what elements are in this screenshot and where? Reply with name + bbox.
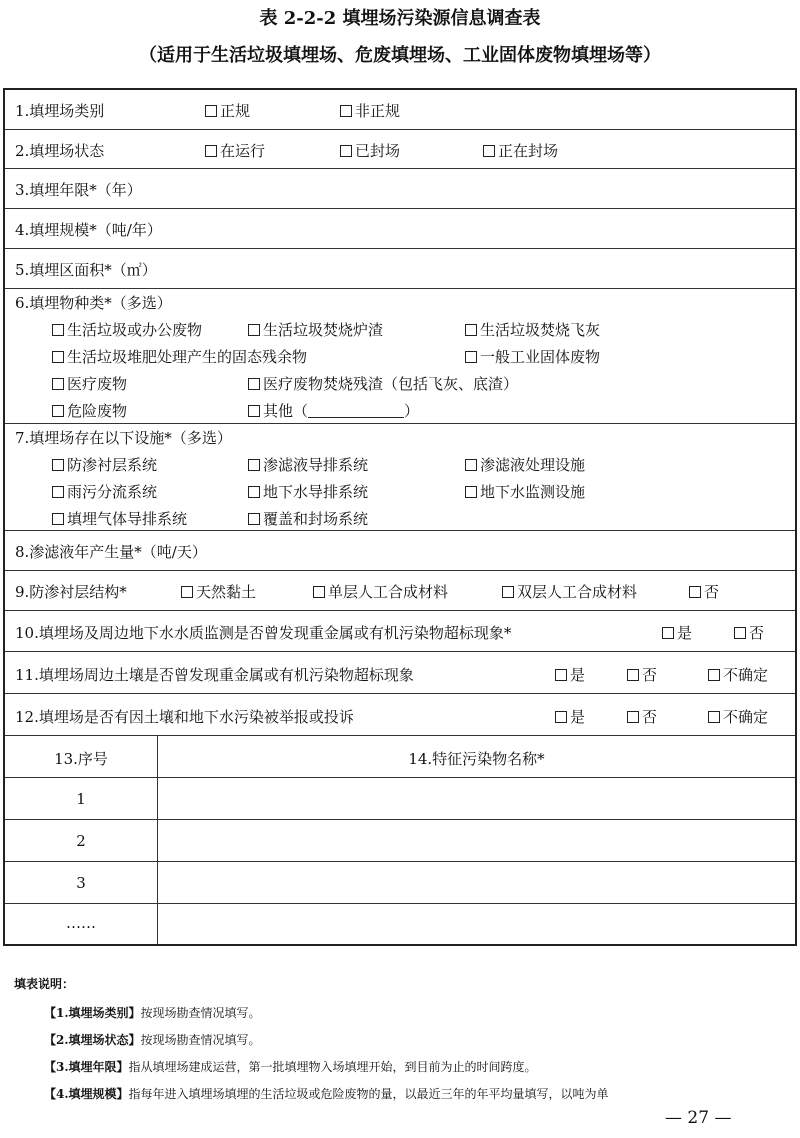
option-compost-residue[interactable]: 生活垃圾堆肥处理产生的固态残余物: [52, 346, 307, 367]
checkbox-icon[interactable]: [248, 405, 260, 417]
row-label: 6.填埋物种类*（多选）: [15, 294, 172, 312]
col-header-seq: 13.序号: [54, 750, 108, 768]
checkbox-icon[interactable]: [483, 145, 495, 157]
option-liner-system[interactable]: 防渗衬层系统: [52, 454, 157, 475]
option-leachate-drainage[interactable]: 渗滤液导排系统: [248, 454, 368, 475]
checkbox-icon[interactable]: [465, 459, 477, 471]
table-row: [5, 778, 795, 820]
checkbox-icon[interactable]: [555, 669, 567, 681]
checkbox-icon[interactable]: [502, 586, 514, 598]
pollutant-name-cell[interactable]: [158, 820, 795, 861]
row-label: 9.防渗衬层结构*: [15, 583, 127, 601]
row-label: 8.渗滤液年产生量*（吨/天）: [15, 543, 207, 561]
checkbox-icon[interactable]: [340, 145, 352, 157]
option-uncertain[interactable]: 不确定: [708, 706, 768, 727]
row-landfill-status: [5, 130, 795, 169]
seq-cell: 1: [76, 790, 86, 808]
row-facilities: [5, 424, 795, 531]
form-subtitle: （适用于生活垃圾填埋场、危废填埋场、工业固体废物填埋场等）: [139, 45, 661, 66]
option-single-synthetic[interactable]: 单层人工合成材料: [313, 581, 448, 602]
instruction-item: 【3.填埋年限】指从填埋场建成运营，第一批填埋物入场填埋开始，到目前为止的时间跨度。: [44, 1060, 537, 1074]
option-no[interactable]: 否: [627, 664, 657, 685]
checkbox-icon[interactable]: [52, 324, 64, 336]
checkbox-icon[interactable]: [465, 351, 477, 363]
checkbox-icon[interactable]: [662, 627, 674, 639]
row-landfill-category: [5, 90, 795, 130]
option-natural-clay[interactable]: 天然黏土: [181, 581, 256, 602]
option-leachate-treatment[interactable]: 渗滤液处理设施: [465, 454, 585, 475]
option-rain-sewage-separation[interactable]: 雨污分流系统: [52, 481, 157, 502]
checkbox-icon[interactable]: [248, 459, 260, 471]
survey-form: [3, 88, 797, 946]
option-incineration-fly-ash[interactable]: 生活垃圾焚烧飞灰: [465, 319, 600, 340]
instruction-item: 【2.填埋场状态】按现场勘查情况填写。: [44, 1033, 261, 1047]
row-label: 1.填埋场类别: [15, 102, 105, 120]
checkbox-icon[interactable]: [248, 486, 260, 498]
row-soil-exceedance: [5, 652, 795, 694]
checkbox-icon[interactable]: [205, 145, 217, 157]
row-label: 5.填埋区面积*（㎡）: [15, 261, 157, 279]
row-label: 11.填埋场周边土壤是否曾发现重金属或有机污染物超标现象: [15, 666, 414, 684]
instruction-item: 【4.填埋规模】指每年进入填埋场填埋的生活垃圾或危险废物的量，以最近三年的年平均量填写，以吨为单: [44, 1087, 609, 1101]
row-leachate-volume[interactable]: [5, 531, 795, 571]
row-landfill-area[interactable]: [5, 249, 795, 289]
option-no[interactable]: 否: [734, 622, 764, 643]
checkbox-icon[interactable]: [465, 324, 477, 336]
row-groundwater-exceedance: [5, 611, 795, 652]
other-blank-input[interactable]: [308, 404, 404, 418]
checkbox-icon[interactable]: [627, 711, 639, 723]
checkbox-icon[interactable]: [52, 513, 64, 525]
option-yes[interactable]: 是: [555, 664, 585, 685]
checkbox-icon[interactable]: [52, 405, 64, 417]
checkbox-icon[interactable]: [340, 105, 352, 117]
option-other[interactable]: 其他（ ）: [248, 400, 419, 421]
option-groundwater-monitoring[interactable]: 地下水监测设施: [465, 481, 585, 502]
checkbox-icon[interactable]: [708, 711, 720, 723]
checkbox-icon[interactable]: [465, 486, 477, 498]
checkbox-icon[interactable]: [52, 351, 64, 363]
table-row: [5, 862, 795, 904]
option-medical-waste[interactable]: 医疗废物: [52, 373, 127, 394]
instruction-item: 【1.填埋场类别】按现场勘查情况填写。: [44, 1006, 261, 1020]
page-number: — 27 —: [665, 1108, 732, 1128]
option-groundwater-drainage[interactable]: 地下水导排系统: [248, 481, 368, 502]
row-waste-types: [5, 289, 795, 424]
option-none[interactable]: 否: [689, 581, 719, 602]
option-closing[interactable]: 正在封场: [483, 140, 558, 161]
checkbox-icon[interactable]: [248, 513, 260, 525]
pollutant-name-cell[interactable]: [158, 778, 795, 819]
table-header-row: [5, 736, 795, 778]
row-label: 3.填埋年限*（年）: [15, 181, 142, 199]
option-industrial-solid-waste[interactable]: 一般工业固体废物: [465, 346, 600, 367]
col-header-pollutant: 14.特征污染物名称*: [408, 750, 545, 768]
checkbox-icon[interactable]: [52, 459, 64, 471]
checkbox-icon[interactable]: [205, 105, 217, 117]
row-label: 4.填埋规模*（吨/年）: [15, 221, 162, 239]
option-domestic-office-waste[interactable]: 生活垃圾或办公废物: [52, 319, 202, 340]
option-double-synthetic[interactable]: 双层人工合成材料: [502, 581, 637, 602]
row-liner-structure: [5, 571, 795, 611]
checkbox-icon[interactable]: [708, 669, 720, 681]
pollutant-name-cell[interactable]: [158, 904, 795, 944]
table-row: [5, 820, 795, 862]
row-label: 10.填埋场及周边地下水水质监测是否曾发现重金属或有机污染物超标现象*: [15, 624, 512, 642]
row-label: 12.填埋场是否有因土壤和地下水污染被举报或投诉: [15, 708, 354, 726]
option-closed[interactable]: 已封场: [340, 140, 400, 161]
option-gas-drainage[interactable]: 填埋气体导排系统: [52, 508, 187, 529]
checkbox-icon[interactable]: [181, 586, 193, 598]
instructions-heading: 填表说明：: [14, 977, 75, 991]
checkbox-icon[interactable]: [627, 669, 639, 681]
checkbox-icon[interactable]: [689, 586, 701, 598]
checkbox-icon[interactable]: [734, 627, 746, 639]
option-uncertain[interactable]: 不确定: [708, 664, 768, 685]
option-cover-closure[interactable]: 覆盖和封场系统: [248, 508, 368, 529]
checkbox-icon[interactable]: [52, 378, 64, 390]
option-incineration-slag[interactable]: 生活垃圾焚烧炉渣: [248, 319, 383, 340]
checkbox-icon[interactable]: [248, 378, 260, 390]
option-operating[interactable]: 在运行: [205, 140, 265, 161]
checkbox-icon[interactable]: [555, 711, 567, 723]
option-hazardous-waste[interactable]: 危险废物: [52, 400, 127, 421]
option-irregular[interactable]: 非正规: [340, 100, 400, 121]
option-regular[interactable]: 正规: [205, 100, 250, 121]
seq-cell: ……: [66, 914, 96, 932]
row-label: 2.填埋场状态: [15, 142, 105, 160]
row-label: 7.填埋场存在以下设施*（多选）: [15, 429, 232, 447]
table-row: [5, 904, 795, 944]
seq-cell: 3: [76, 874, 86, 892]
row-complaints: [5, 694, 795, 736]
seq-cell: 2: [76, 832, 86, 850]
checkbox-icon[interactable]: [248, 324, 260, 336]
pollutant-name-cell[interactable]: [158, 862, 795, 903]
option-yes[interactable]: 是: [662, 622, 692, 643]
form-title: 表 2-2-2 填埋场污染源信息调查表: [259, 8, 541, 29]
row-landfill-scale[interactable]: [5, 209, 795, 249]
checkbox-icon[interactable]: [313, 586, 325, 598]
option-no[interactable]: 否: [627, 706, 657, 727]
option-yes[interactable]: 是: [555, 706, 585, 727]
row-landfill-years[interactable]: [5, 169, 795, 209]
option-medical-incineration-residue[interactable]: 医疗废物焚烧残渣（包括飞灰、底渣）: [248, 373, 518, 394]
checkbox-icon[interactable]: [52, 486, 64, 498]
